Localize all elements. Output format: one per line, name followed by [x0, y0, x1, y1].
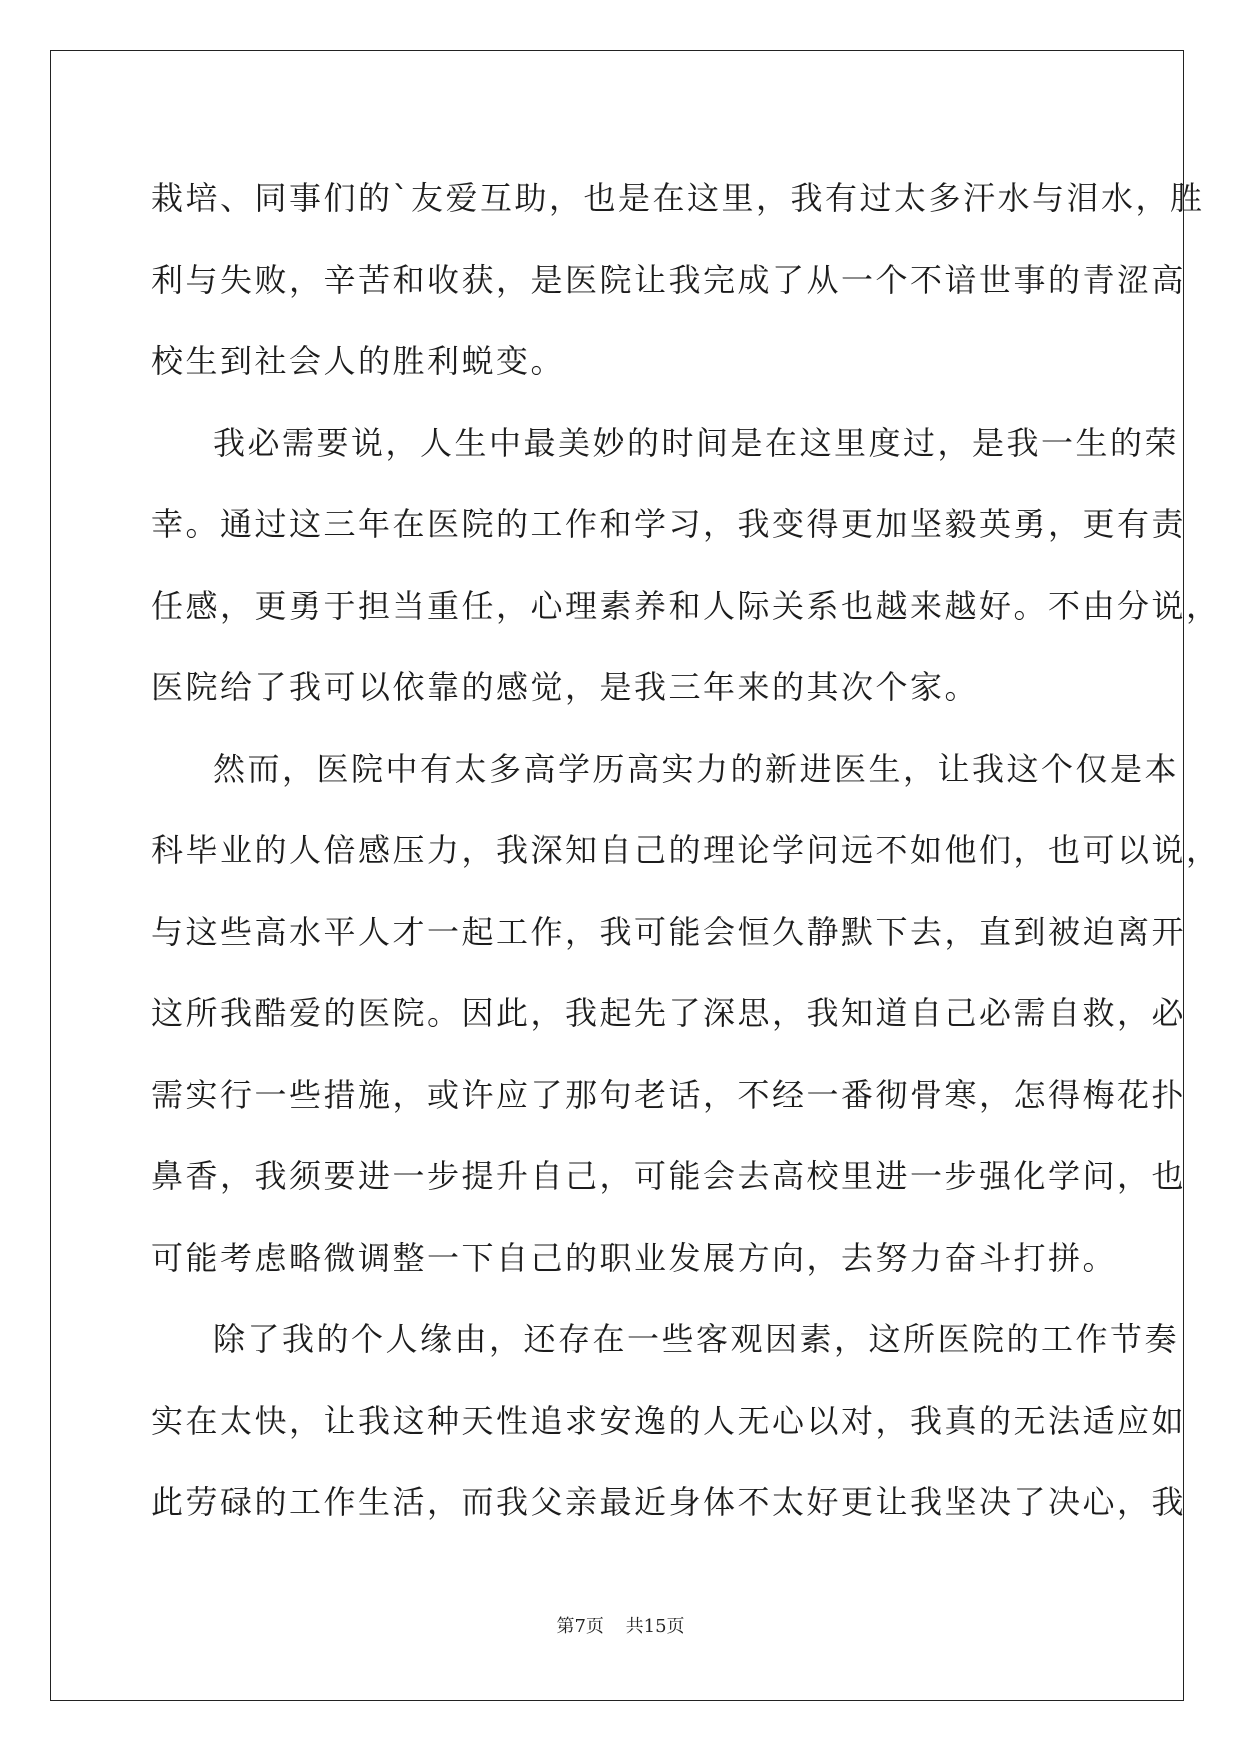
- page-footer: [0, 1612, 1241, 1638]
- text-line: 利与失败，辛苦和收获，是医院让我完成了从一个不谙世事的青涩高: [151, 260, 1187, 299]
- document-body: [151, 158, 1221, 1544]
- text-line: 校生到社会人的胜利蜕变。: [151, 342, 566, 380]
- page-total: 共15页: [625, 1616, 685, 1637]
- text-line: 科毕业的人倍感压力，我深知自己的理论学问远不如他们，也可以说，: [151, 831, 1221, 869]
- text-line: 与这些高水平人才一起工作，我可能会恒久静默下去，直到被迫离开: [151, 912, 1187, 951]
- text-line: 需实行一些措施，或许应了那句老话，不经一番彻骨寒，怎得梅花扑: [151, 1075, 1187, 1114]
- text-line: 栽培、同事们的`友爱互助，也是在这里，我有过太多汗水与泪水，胜: [151, 179, 1205, 217]
- paragraph-start-line: 然而，医院中有太多高学历高实力的新进医生，让我这个仅是本: [213, 749, 1180, 788]
- text-line: 幸。通过这三年在医院的工作和学习，我变得更加坚毅英勇，更有责: [151, 505, 1187, 543]
- text-line: 任感，更勇于担当重任，心理素养和人际关系也越来越好。不由分说，: [151, 586, 1221, 625]
- text-line: 这所我酷爱的医院。因此，我起先了深思，我知道自己必需自救，必: [151, 994, 1187, 1032]
- text-line: 实在太快，让我这种天性追求安逸的人无心以对，我真的无法适应如: [151, 1401, 1187, 1440]
- text-line: 医院给了我可以依靠的感觉，是我三年来的其次个家。: [151, 668, 980, 706]
- paragraph-start-line: 除了我的个人缘由，还存在一些客观因素，这所医院的工作节奏: [213, 1320, 1180, 1358]
- paragraph-start-line: 我必需要说，人生中最美妙的时间是在这里度过，是我一生的荣: [213, 423, 1180, 462]
- text-line: 此劳碌的工作生活，而我父亲最近身体不太好更让我坚决了决心，我: [151, 1483, 1187, 1521]
- text-line: 鼻香，我须要进一步提升自己，可能会去高校里进一步强化学问，也: [151, 1157, 1187, 1195]
- text-line: 可能考虑略微调整一下自己的职业发展方向，去努力奋斗打拼。: [151, 1238, 1118, 1277]
- page-number: 第7页: [556, 1616, 604, 1637]
